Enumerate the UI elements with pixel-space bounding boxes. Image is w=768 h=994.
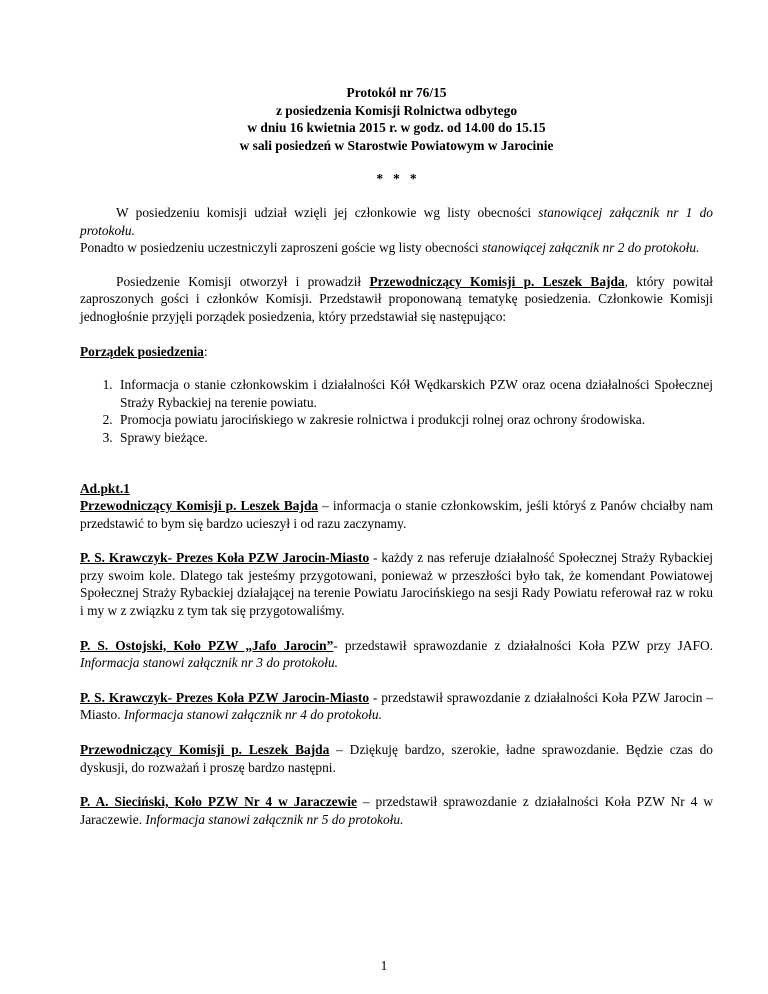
intro-italic-1: stanowiącej załącznik nr 1 do protokołu. bbox=[80, 204, 713, 238]
entry-paragraph bbox=[80, 793, 713, 828]
entry-paragraph bbox=[80, 689, 713, 724]
agenda-item: 2. Promocja powiatu jarocińskiego w zakresie rolnictwa i produkcji rolnej oraz ochrony środowiska. bbox=[116, 411, 713, 429]
speaker-name: Przewodniczący Komisji p. Leszek Bajda bbox=[80, 742, 330, 758]
attachment-note: Informacja stanowi załącznik nr 5 do protokołu. bbox=[145, 811, 404, 827]
intro-italic-2: stanowiącej załącznik nr 2 do protokołu. bbox=[481, 240, 700, 256]
section-heading: Ad.pkt.1 bbox=[80, 480, 130, 496]
entry-paragraph bbox=[80, 497, 713, 532]
intro-text-3: Posiedzenie Komisji otworzył i prowadził bbox=[116, 273, 370, 289]
intro-paragraph-1 bbox=[80, 204, 713, 239]
intro-text-3b: , który powitał zaproszonych gości i członków Komisji. Przedstawił proponowaną tematykę posiedzenia. Członkowie Komisji jednogłośnie przyjęli porządek posiedzenia, który przedstawiał się następująco: bbox=[80, 273, 714, 324]
intro-paragraph-3 bbox=[80, 273, 713, 326]
attachment-note: Informacja stanowi załącznik nr 4 do protokołu. bbox=[123, 707, 382, 723]
entry-paragraph bbox=[80, 637, 713, 672]
speaker-name: Przewodniczący Komisji p. Leszek Bajda bbox=[80, 498, 319, 514]
intro-text-1: W posiedzeniu komisji udział wzięli jej członkowie wg listy obecności bbox=[116, 204, 539, 220]
separator: * * * bbox=[376, 171, 417, 187]
entry-text: – informacja o stanie członkowskim, jeśli któryś z Panów chciałby nam przedstawić to bym się bardzo ucieszył i od razu zaczynamy. bbox=[80, 498, 713, 531]
speaker-name: P. S. Ostojski, Koło PZW „Jafo Jarocin” bbox=[80, 637, 334, 653]
entry-text: - każdy z nas referuje działalność Społecznej Straży Rybackiej przy swoim kole. Dlatego tak jesteśmy przygotowani, ponieważ w przeszłości było tak, że komendant Powiatowej Społecznej Straży Rybackiej działającej na terenie Powiatu Jarocińskiego na sesji Rady Powiatu referował raz w roku i my w z związku z tym tak się przygotowaliśmy. bbox=[80, 550, 713, 619]
agenda-list bbox=[80, 376, 713, 446]
attachment-note: Informacja stanowi załącznik nr 3 do protokołu. bbox=[80, 655, 339, 671]
page-number: 1 bbox=[380, 958, 388, 973]
speaker-name: P. S. Krawczyk- Prezes Koła PZW Jarocin-Miasto bbox=[80, 550, 370, 566]
entry-text: - przedstawił sprawozdanie z działalności Koła PZW Jarocin – Miasto. bbox=[80, 689, 713, 723]
entry-paragraph bbox=[80, 549, 713, 619]
document-header bbox=[80, 84, 713, 154]
intro-paragraph-2 bbox=[80, 239, 713, 257]
agenda-item: 1. Informacja o stanie członkowskim i działalności Kół Wędkarskich PZW oraz ocena działalności Społecznej Straży Rybackiej na terenie powiatu. bbox=[116, 376, 713, 411]
header-line-2: z posiedzenia Komisji Rolnictwa odbytego bbox=[275, 102, 518, 118]
speaker-name: P. S. Krawczyk- Prezes Koła PZW Jarocin-Miasto bbox=[80, 689, 370, 705]
chairman-name: Przewodniczący Komisji p. Leszek Bajda bbox=[369, 273, 625, 289]
agenda-heading bbox=[80, 343, 713, 361]
intro-text-2: Ponadto w posiedzeniu uczestniczyli zaproszeni goście wg listy obecności bbox=[80, 240, 482, 256]
header-line-4: w sali posiedzeń w Starostwie Powiatowym w Jarocinie bbox=[239, 137, 554, 153]
agenda-heading-colon: : bbox=[203, 343, 208, 359]
speaker-name: P. A. Sieciński, Koło PZW Nr 4 w Jaraczewie bbox=[80, 794, 357, 810]
entry-paragraph bbox=[80, 741, 713, 776]
protocol-number: Protokół nr 76/15 bbox=[346, 85, 447, 100]
document-page bbox=[80, 84, 713, 828]
entry-text: – Dziękuję bardzo, szerokie, ładne sprawozdanie. Będzie czas do dyskusji, do rozważań i proszę bardzo następni. bbox=[80, 742, 714, 775]
agenda-item: 3. Sprawy bieżące. bbox=[116, 429, 713, 447]
header-line-3: w dniu 16 kwietnia 2015 r. w godz. od 14.00 do 15.15 bbox=[247, 120, 546, 136]
entry-text: - przedstawił sprawozdanie z działalności Koła PZW przy JAFO. bbox=[333, 637, 713, 653]
agenda-heading-text: Porządek posiedzenia bbox=[80, 343, 204, 359]
entry-text: – przedstawił sprawozdanie z działalności Koła PZW Nr 4 w Jaraczewie. bbox=[80, 794, 713, 827]
